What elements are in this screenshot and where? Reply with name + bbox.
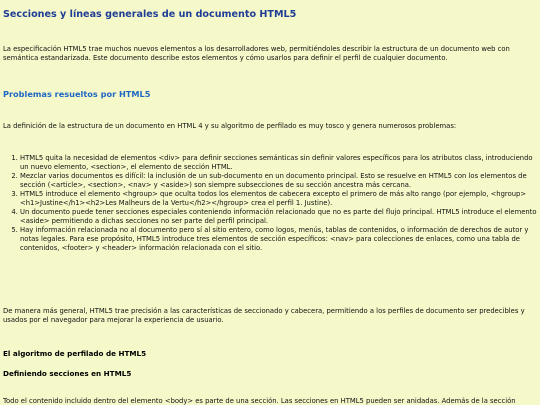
problems-list xyxy=(3,154,538,253)
problem-item-2: 2. Mezclar varios documentos es difícil: la inclusión de un sub-documento en un documento principal. Esto se resuelve en HTML5 con los elementos de sección (<article>, <section>, <nav> y <aside>) son siempre subsecciones de su sección ancestra más cercana. xyxy=(20,172,538,190)
problem-item-5: 5. Hay información relacionada no al documento pero sí al sitio entero, como logos, menús, tablas de contenidos, o información de derechos de autor y notas legales. Para ese propósito, HTML5 introduce tres elementos de sección específicos: <nav> para colecciones de enlaces, como una tabla de contenidos, <footer> y <header> información relacionada con el sitio. xyxy=(20,226,538,253)
general-paragraph: De manera más general, HTML5 trae precisión a las características de seccionado y cabecera, permitiendo a los perfiles de documento ser predecibles y usados por el navegador para mejorar la experiencia de usuario. xyxy=(3,307,525,324)
problem-item-3: 3. HTML5 introduce el elemento <hgroup> que oculta todos los elementos de cabecera excepto el primero de más alto rango (por ejemplo, <hgroup><h1>Justine</h1><h2>Les Malheurs de la Vertu</h2></hgroup> crea el perfil 1. Justine). xyxy=(20,190,538,208)
problem-item-4: 4. Un documento puede tener secciones especiales conteniendo información relacionado que no es parte del flujo principal. HTML5 introduce el elemento <aside> permitiendo a dichas secciones no ser parte del perfil principal. xyxy=(20,208,538,226)
defining-sections-paragraph: Todo el contenido incluido dentro del elemento <body> es parte de una sección. Las secciones en HTML5 pueden ser anidadas. Además de la sección xyxy=(3,397,516,405)
algorithm-heading: El algoritmo de perfilado de HTML5 xyxy=(3,349,147,358)
intro-paragraph: La especificación HTML5 trae muchos nuevos elementos a los desarrolladores web, permitiéndoles describir la estructura de un documento web con semántica estandarizada. Este documento describe estos elementos y cómo usarlos para definir el perfil de cualquier documento. xyxy=(3,45,510,62)
page-title: Secciones y líneas generales de un documento HTML5 xyxy=(3,9,297,20)
problems-heading: Problemas resueltos por HTML5 xyxy=(3,89,151,99)
problems-intro-paragraph: La definición de la estructura de un documento en HTML 4 y su algoritmo de perfilado es muy tosco y genera numerosos problemas: xyxy=(3,122,457,130)
defining-sections-heading: Definiendo secciones en HTML5 xyxy=(3,369,132,378)
problem-item-1: 1. HTML5 quita la necesidad de elementos <div> para definir secciones semánticas sin definir valores específicos para los atributos class, introduciendo un nuevo elemento, <section>, el elemento de sección HTML. xyxy=(20,154,538,172)
